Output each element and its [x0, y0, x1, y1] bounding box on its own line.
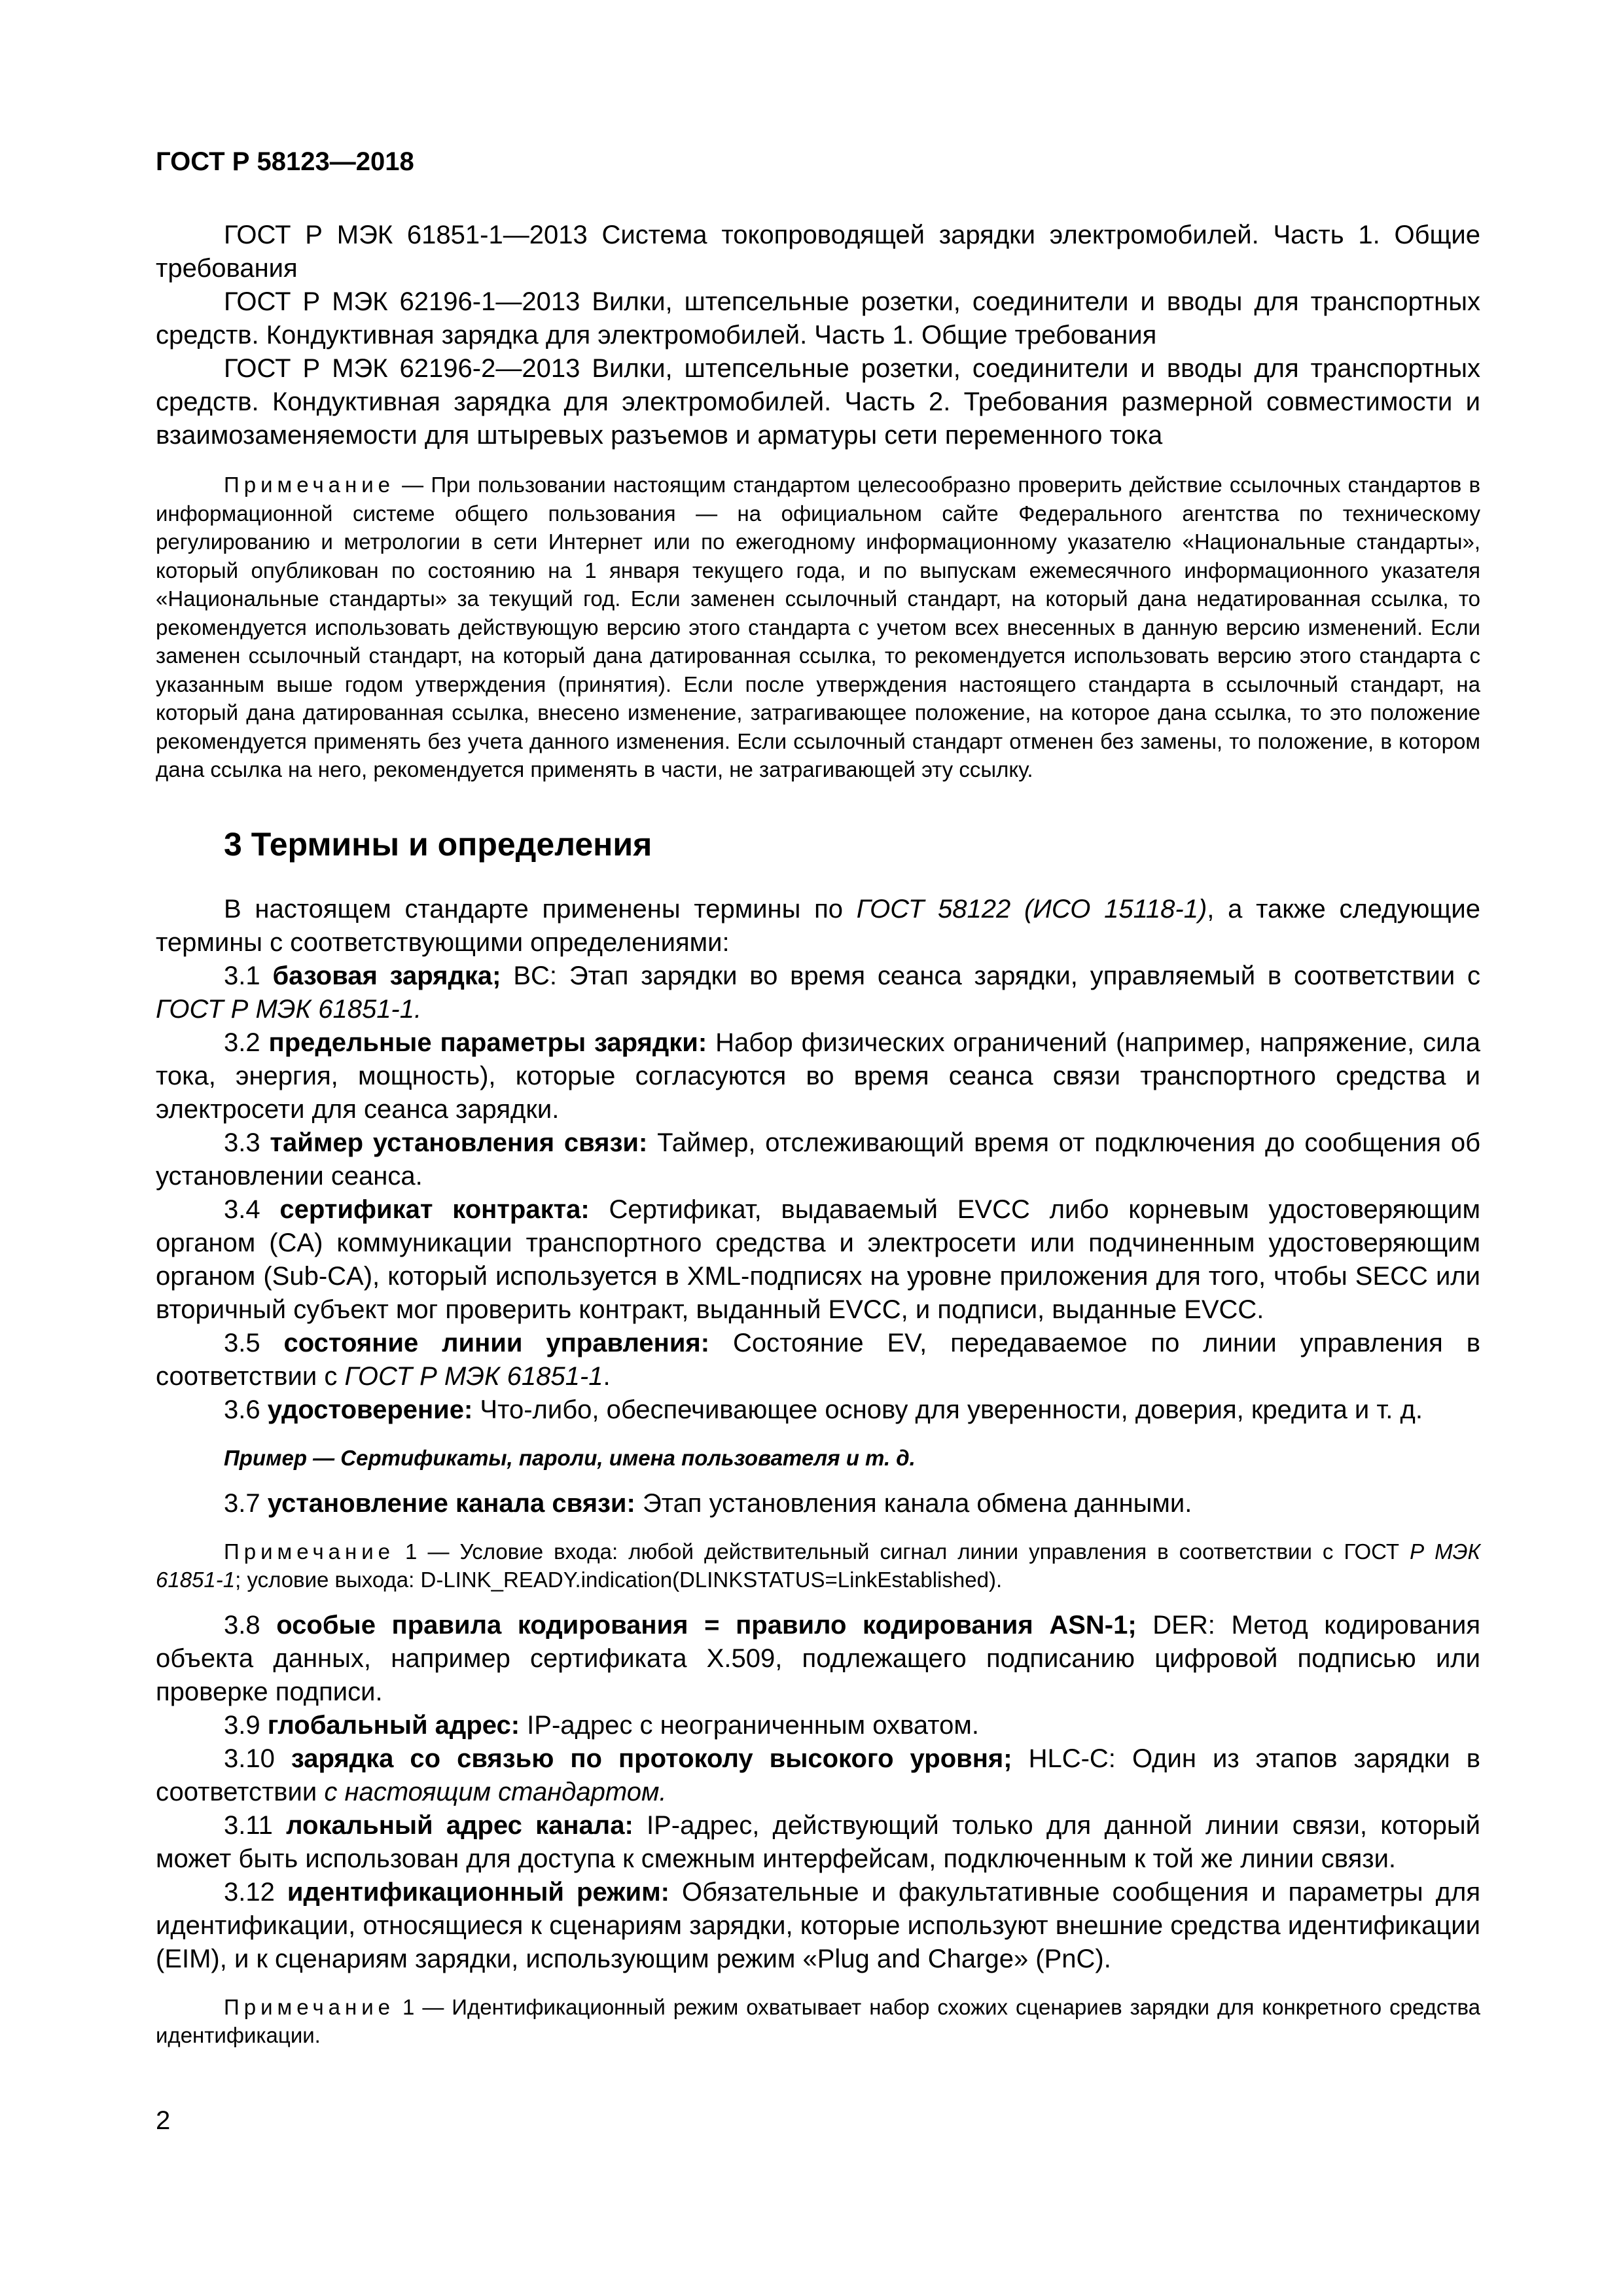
example-note: Пример — Сертификаты, пароли, имена пользователя и т. д.	[224, 1445, 916, 1470]
reference-item: ГОСТ Р МЭК 61851-1—2013 Система токопроводящей зарядки электромобилей. Часть 1. Общие требования	[156, 221, 1480, 283]
note-label: Примечание	[224, 1994, 395, 2019]
term-definition: IP-адрес с неограниченным охватом.	[520, 1710, 979, 1740]
section-intro	[156, 893, 1480, 960]
term-name: предельные параметры зарядки:	[268, 1028, 707, 1057]
term-definition: Один из этапов зарядки в соответствии	[156, 1744, 1480, 1806]
term-3-1	[156, 960, 1480, 1026]
term-name: базовая зарядка;	[272, 961, 501, 990]
term-definition: Метод кодирования объекта данных, например сертификата X.509, подлежащего подписанию цифровой подписью или проверке подписи.	[156, 1610, 1480, 1706]
term-definition: Набор физических ограничений (например, напряжение, сила тока, энергия, мощность), которые согласуются во время сеанса связи транспортного средства и электросети для сеанса зарядки.	[156, 1028, 1481, 1124]
term-name: глобальный адрес:	[267, 1710, 520, 1740]
term-definition: Этап установления канала обмена данными.	[635, 1488, 1192, 1518]
term-name: удостоверение:	[267, 1395, 473, 1424]
note-text: 1 — Условие входа: любой действительный сигнал линии управления в соответствии с ГОСТ	[395, 1539, 1410, 1564]
term-number: 3.1	[224, 961, 273, 990]
term-3-4	[156, 1193, 1480, 1327]
term-abbr: BC:	[501, 961, 558, 990]
term-3-3	[156, 1126, 1480, 1193]
term-number: 3.9	[224, 1710, 268, 1740]
term-name: сертификат контракта:	[279, 1194, 590, 1224]
term-note	[156, 1993, 1480, 2050]
term-definition: Состояние EV, передаваемое по линии управления в соответствии с	[156, 1328, 1481, 1391]
term-abbr: HLC-C:	[1012, 1744, 1116, 1773]
note-reference: Р МЭК 61851-1	[156, 1539, 1481, 1592]
term-definition: Обязательные и факультативные сообщения и параметры для идентификации, относящиеся к сценариям зарядки, которые используют внешние средства идентификации (EIM), и к сценариям зарядки, использующим режим «Plug and Charge» (PnC).	[156, 1877, 1481, 1973]
term-name: локальный адрес канала:	[286, 1810, 633, 1840]
page-number: 2	[156, 2106, 171, 2135]
note-text: — При пользовании настоящим стандартом целесообразно проверить действие ссылочных стандартов в информационной системе общего пользования — на официальном сайте Федерального агентства по техническому регулированию и метрологии в сети Интернет или по ежегодному информационному указателю «Национальные стандарты», который опубликован по состоянию на 1 января текущего года, и по выпускам ежемесячного информационного указателя «Национальные стандарты» за текущий год. Если заменен ссылочный стандарт, на который дана недатированная ссылка, то рекомендуется использовать действующую версию этого стандарта с учетом всех внесенных в данную версию изменений. Если заменен ссылочный стандарт, на который дана датированная ссылка, то рекомендуется использовать версию этого стандарта с указанным выше годом утверждения (принятия). Если после утверждения настоящего стандарта в ссылочный стандарт, на который дана датированная ссылка, внесено изменение, затрагивающее положение, на которое дана ссылка, то это положение рекомендуется применять без учета данного изменения. Если ссылочный стандарт отменен без замены, то положение, в котором дана ссылка на него, рекомендуется применять в части, не затрагивающей эту ссылку.	[156, 473, 1480, 781]
term-number: 3.3	[224, 1128, 270, 1157]
term-3-7	[156, 1487, 1480, 1520]
term-definition: IP-адрес, действующий только для данной линии связи, который может быть использован для доступа к смежным интерфейсам, подключенным к той же линии связи.	[156, 1810, 1481, 1873]
term-number: 3.8	[224, 1610, 277, 1640]
term-name: особые правила кодирования = правило кодирования ASN-1;	[276, 1610, 1137, 1640]
intro-text: В настоящем стандарте применены термины по	[224, 894, 857, 924]
term-name: таймер установления связи:	[270, 1128, 648, 1157]
note-text: 1 — Идентификационный режим охватывает набор схожих сценариев зарядки для конкретного средства идентификации.	[156, 1994, 1480, 2047]
term-note	[156, 1537, 1480, 1594]
term-number: 3.4	[224, 1194, 280, 1224]
term-3-6	[156, 1393, 1480, 1427]
term-3-12	[156, 1876, 1480, 1976]
intro-reference: ГОСТ 58122 (ИСО 15118-1)	[856, 894, 1207, 924]
note-text: ; условие выхода: D-LINK_READY.indication(DLINKSTATUS=LinkEstablished).	[235, 1568, 1003, 1592]
term-reference: ГОСТ Р МЭК 61851-1.	[156, 994, 422, 1024]
term-reference: с настоящим стандартом.	[324, 1777, 667, 1806]
term-3-10	[156, 1742, 1480, 1809]
term-3-11	[156, 1809, 1480, 1876]
term-3-2	[156, 1026, 1480, 1126]
term-number: 3.6	[224, 1395, 268, 1424]
term-number: 3.5	[224, 1328, 284, 1357]
document-header: ГОСТ Р 58123—2018	[156, 147, 414, 176]
term-name: состояние линии управления:	[283, 1328, 710, 1357]
term-number: 3.11	[224, 1810, 287, 1840]
term-reference: ГОСТ Р МЭК 61851-1	[344, 1361, 603, 1391]
term-number: 3.10	[224, 1744, 291, 1773]
term-abbr: DER:	[1136, 1610, 1215, 1640]
note-label: Примечание	[224, 1539, 395, 1564]
term-number: 3.7	[224, 1488, 268, 1518]
term-end: .	[603, 1361, 611, 1391]
document-page	[156, 145, 1480, 2064]
term-3-9	[156, 1709, 1480, 1742]
term-definition: Что-либо, обеспечивающее основу для уверенности, доверия, кредита и т. д.	[473, 1395, 1423, 1424]
references-note	[156, 471, 1480, 784]
term-name: идентификационный режим:	[287, 1877, 670, 1907]
term-number: 3.12	[224, 1877, 287, 1907]
reference-item: ГОСТ Р МЭК 62196-2—2013 Вилки, штепсельные розетки, соединители и вводы для транспортных средств. Кондуктивная зарядка для электромобилей. Часть 2. Требования размерной совместимости и взаимозаменяемости для штыревых разъемов и арматуры сети переменного тока	[156, 354, 1480, 450]
term-definition: Сертификат, выдаваемый EVCC либо корневым удостоверяющим органом (CA) коммуникации транспортного средства и электросети или подчиненным удостоверяющим органом (Sub-CA), который используется в XML-подписях на уровне приложения для того, чтобы SECC или вторичный субъект мог проверить контракт, выданный EVCC, и подписи, выданные EVCC.	[156, 1194, 1481, 1324]
term-3-8	[156, 1609, 1480, 1709]
reference-item: ГОСТ Р МЭК 62196-1—2013 Вилки, штепсельные розетки, соединители и вводы для транспортных средств. Кондуктивная зарядка для электромобилей. Часть 1. Общие требования	[156, 287, 1480, 350]
term-name: установление канала связи:	[267, 1488, 635, 1518]
term-definition: Таймер, отслеживающий время от подключения до сообщения об установлении сеанса.	[156, 1128, 1480, 1191]
term-3-5	[156, 1327, 1480, 1393]
note-label: Примечание	[224, 473, 395, 497]
term-number: 3.2	[224, 1028, 269, 1057]
term-definition: Этап зарядки во время сеанса зарядки, управляемый в соответствии с	[557, 961, 1481, 990]
section-title: 3 Термины и определения	[224, 825, 652, 863]
term-name: зарядка со связью по протоколу высокого уровня;	[291, 1744, 1012, 1773]
intro-text: , а также следующие термины с соответствующими определениями:	[156, 894, 1480, 957]
